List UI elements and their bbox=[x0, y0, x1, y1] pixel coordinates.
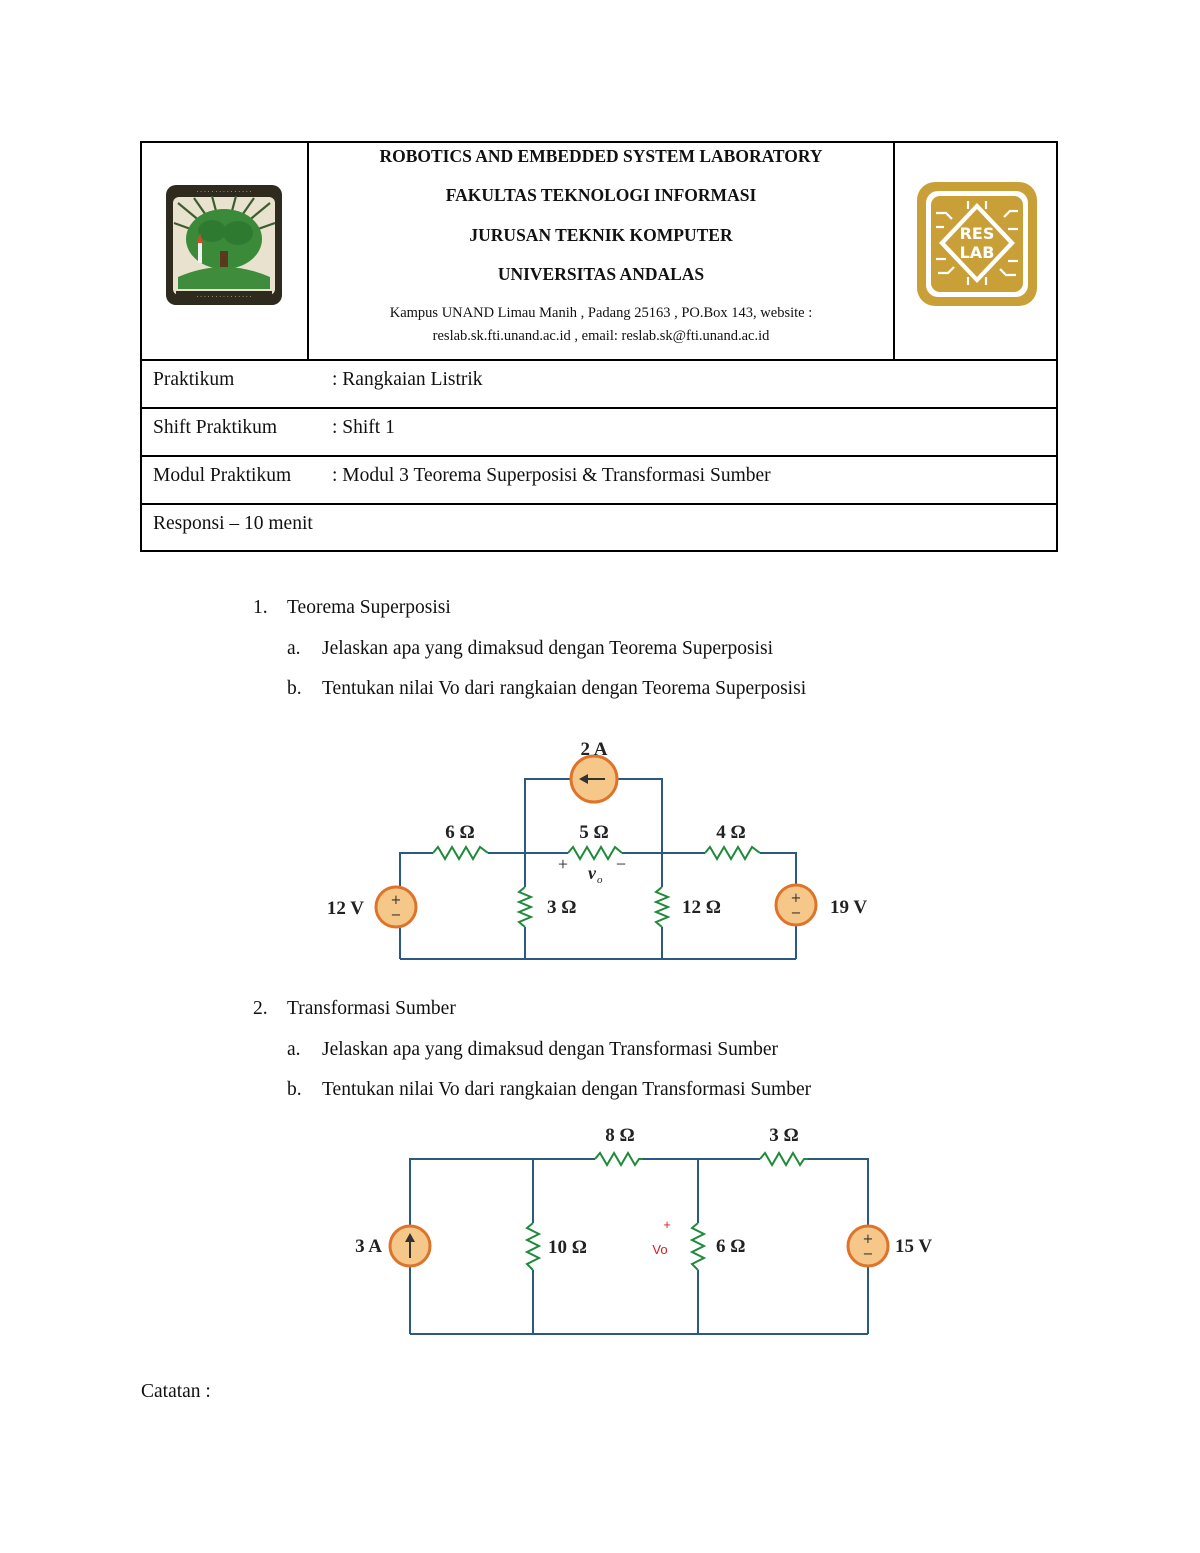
source-plus-sign: + bbox=[390, 893, 402, 908]
unand-emblem-icon bbox=[164, 181, 284, 311]
item-marker: b. bbox=[287, 1079, 302, 1100]
reslab-logo-text-lab: LAB bbox=[959, 243, 995, 262]
label-v-12: 12 V bbox=[326, 898, 364, 919]
header-top-row bbox=[142, 143, 1056, 361]
info-row-modul bbox=[142, 457, 1056, 505]
vo-subscript: o bbox=[597, 874, 603, 886]
notes-label: Catatan : bbox=[141, 1381, 211, 1402]
label-r-3: 3 Ω bbox=[769, 1125, 799, 1146]
info-value: : Rangkaian Listrik bbox=[332, 369, 483, 390]
item-marker: b. bbox=[287, 678, 302, 699]
svg-text:· · · · · · · · · · · · · · ·: · · · · · · · · · · · · · · · bbox=[196, 189, 252, 196]
info-row-praktikum bbox=[142, 361, 1056, 409]
label-r-6: 6 Ω bbox=[716, 1236, 746, 1257]
university-logo-cell bbox=[142, 143, 309, 359]
department-name: JURUSAN TEKNIK KOMPUTER bbox=[469, 225, 733, 245]
label-r-8: 8 Ω bbox=[605, 1125, 635, 1146]
source-minus-sign: − bbox=[390, 908, 402, 923]
voltage-source-12v-icon bbox=[376, 887, 416, 927]
question-number: 2. bbox=[253, 998, 268, 1019]
label-r-4: 4 Ω bbox=[716, 822, 746, 843]
item-marker: a. bbox=[287, 638, 301, 659]
info-row-responsi bbox=[142, 505, 1056, 553]
vo-label: Vo bbox=[652, 1242, 668, 1257]
svg-text:· · · · · · · · · · · · · · ·: · · · · · · · · · · · · · · · bbox=[196, 294, 252, 301]
lab-name: ROBOTICS AND EMBEDDED SYSTEM LABORATORY bbox=[379, 146, 823, 166]
info-value: : Modul 3 Teorema Superposisi & Transformasi Sumber bbox=[332, 465, 771, 486]
label-r-10: 10 Ω bbox=[548, 1237, 587, 1258]
info-label: Modul Praktikum bbox=[153, 465, 292, 486]
label-r-5: 5 Ω bbox=[579, 822, 609, 843]
reslab-logo-cell bbox=[893, 143, 1056, 359]
vo-minus: − bbox=[615, 854, 627, 874]
source-plus-sign: + bbox=[790, 891, 802, 906]
header-table bbox=[140, 141, 1058, 552]
question-item: Jelaskan apa yang dimaksud dengan Teorema Superposisi bbox=[322, 638, 773, 659]
question-title: Transformasi Sumber bbox=[287, 998, 456, 1019]
vo-plus: + bbox=[557, 854, 569, 874]
faculty-name: FAKULTAS TEKNOLOGI INFORMASI bbox=[445, 185, 757, 205]
current-source-3a-icon bbox=[390, 1226, 430, 1266]
voltage-source-15v-icon bbox=[848, 1226, 888, 1266]
question-item: Tentukan nilai Vo dari rangkaian dengan Transformasi Sumber bbox=[322, 1079, 812, 1100]
vo-plus: + bbox=[663, 1217, 671, 1232]
question-number: 1. bbox=[253, 597, 268, 618]
reslab-logo-icon bbox=[916, 181, 1038, 309]
circuit-source-transformation-diagram bbox=[330, 1115, 950, 1345]
label-r-3: 3 Ω bbox=[547, 897, 577, 918]
voltage-source-19v-icon bbox=[776, 885, 816, 925]
label-r-12: 12 Ω bbox=[682, 897, 721, 918]
source-minus-sign: − bbox=[862, 1247, 874, 1262]
vo-label: v bbox=[588, 863, 596, 883]
question-item: Tentukan nilai Vo dari rangkaian dengan Teorema Superposisi bbox=[322, 678, 807, 699]
label-r-6: 6 Ω bbox=[445, 822, 475, 843]
institution-block bbox=[309, 143, 893, 359]
label-current-source: 2 A bbox=[580, 739, 608, 760]
source-plus-sign: + bbox=[862, 1232, 874, 1247]
item-marker: a. bbox=[287, 1039, 301, 1060]
question-item: Jelaskan apa yang dimaksud dengan Transformasi Sumber bbox=[322, 1039, 779, 1060]
info-label: Responsi – 10 menit bbox=[153, 513, 313, 534]
label-i-3: 3 A bbox=[355, 1236, 382, 1257]
source-minus-sign: − bbox=[790, 906, 802, 921]
info-value: : Shift 1 bbox=[332, 417, 395, 438]
circuit-superposition-diagram bbox=[300, 730, 900, 970]
reslab-logo-text-res: RES bbox=[959, 224, 995, 243]
info-row-shift bbox=[142, 409, 1056, 457]
question-title: Teorema Superposisi bbox=[287, 597, 451, 618]
current-source-2a-icon bbox=[571, 756, 617, 802]
label-v-15: 15 V bbox=[895, 1236, 933, 1257]
info-label: Praktikum bbox=[153, 369, 235, 390]
address-line-2: reslab.sk.fti.unand.ac.id , email: reslab.sk@fti.unand.ac.id bbox=[432, 328, 770, 344]
label-v-19: 19 V bbox=[830, 897, 868, 918]
university-name: UNIVERSITAS ANDALAS bbox=[497, 264, 705, 284]
info-label: Shift Praktikum bbox=[153, 417, 278, 438]
address-line-1: Kampus UNAND Limau Manih , Padang 25163 , PO.Box 143, website : bbox=[389, 305, 813, 321]
